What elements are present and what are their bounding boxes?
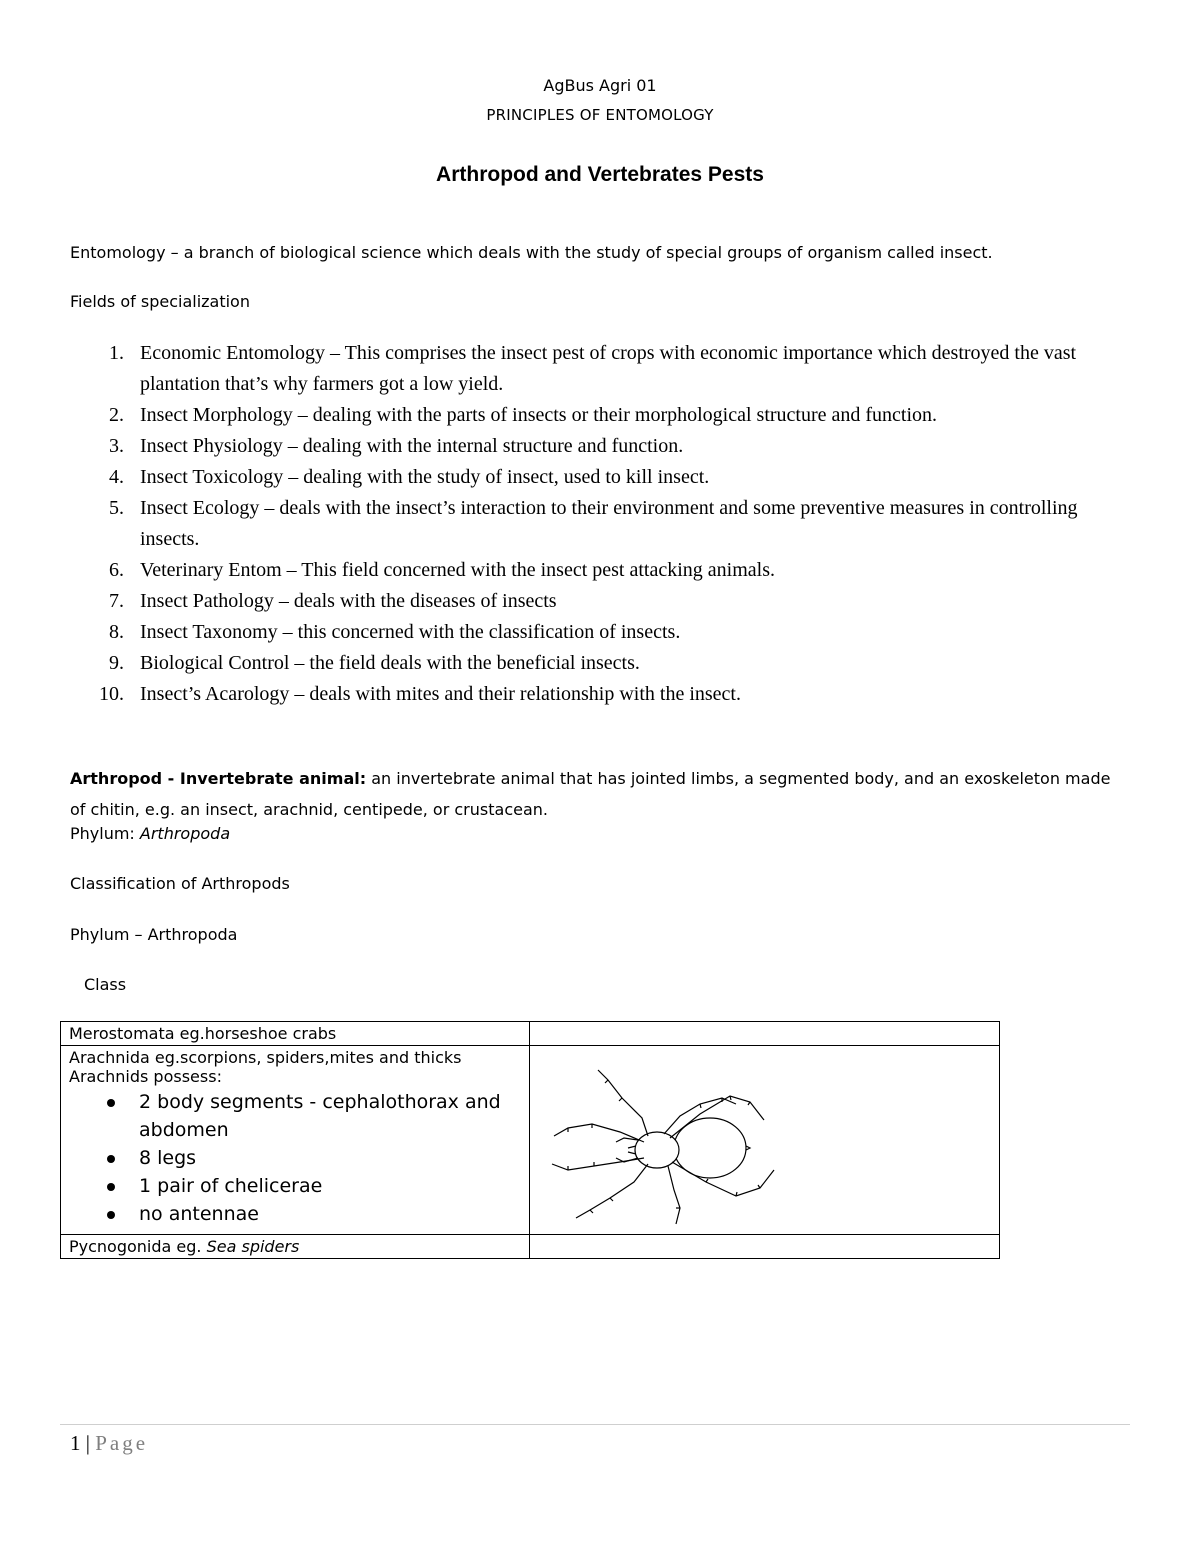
arthropod-text: an invertebrate animal that has jointed limbs, a segmented body, and an exoskeleton made of chitin, e.g. an insect, arachnid, centipede, or crustacean. [70,769,1111,819]
pycnogonida-cell [61,1235,530,1259]
phylum-line [70,824,230,843]
list-number: 6. [109,559,124,581]
pycnogonida-example: Sea spiders [206,1237,300,1256]
list-text: Insect’s Acarology – deals with mites and their relationship with the insect. [140,683,741,705]
empty-cell [530,1235,1000,1259]
list-item [70,586,1130,617]
phylum-value: Arthropoda [139,824,231,843]
phylum-label: Phylum: [70,824,140,843]
list-number: 7. [109,590,124,612]
list-text: Insect Taxonomy – this concerned with the classification of insects. [140,621,681,643]
list-text: Insect Pathology – deals with the diseases of insects [140,590,557,612]
list-number: 9. [109,652,124,674]
list-text: Insect Toxicology – dealing with the study of insect, used to kill insect. [140,466,710,488]
fields-heading: Fields of specialization [70,292,250,311]
list-item [70,679,1130,710]
footer-separator: | [80,1431,96,1455]
list-item: 8 legs [69,1144,521,1172]
pycnogonida-label: Pycnogonida eg. [69,1237,207,1256]
list-item [70,338,1130,400]
list-item: 1 pair of chelicerae [69,1172,521,1200]
table-row [61,1235,1000,1259]
empty-cell [530,1022,1000,1046]
entomology-definition: Entomology – a branch of biological science which deals with the study of special groups of organism called insect. [70,243,993,262]
list-item [70,462,1130,493]
list-item [70,555,1130,586]
list-number: 2. [109,404,124,426]
list-text: Economic Entomology – This comprises the insect pest of crops with economic importance which destroyed the vast plantation that’s why farmers got a low yield. [140,342,1077,395]
list-text: Insect Physiology – dealing with the internal structure and function. [140,435,684,457]
list-item [70,648,1130,679]
page-word: Page [95,1431,149,1455]
list-text: Insect Morphology – dealing with the parts of insects or their morphological structure and function. [140,404,938,426]
arachnida-cell [61,1046,530,1235]
spider-illustration-icon [550,1058,790,1228]
list-item [70,431,1130,462]
list-number: 1. [109,342,124,364]
list-number: 8. [109,621,124,643]
list-text: Insect Ecology – deals with the insect’s interaction to their environment and some preventive measures in controlling insects. [140,497,1078,550]
course-code: AgBus Agri 01 [543,76,657,95]
table-row [61,1022,1000,1046]
footer-divider [60,1424,1130,1425]
table-row [61,1046,1000,1235]
list-item [70,493,1130,555]
list-item [70,617,1130,648]
list-number: 5. [109,497,124,519]
classification-table [60,1021,1000,1259]
list-text: Veterinary Entom – This field concerned with the insect pest attacking animals. [140,559,775,581]
arthropod-definition [70,763,1130,825]
fields-list [70,338,1130,710]
class-label: Class [84,975,127,994]
arachnid-features-list [69,1088,521,1228]
page-footer [70,1431,148,1456]
subject-title: PRINCIPLES OF ENTOMOLOGY [486,106,714,124]
list-text: Biological Control – the field deals with the beneficial insects. [140,652,640,674]
list-item: no antennae [69,1200,521,1228]
phylum-arthropoda: Phylum – Arthropoda [70,925,238,944]
list-number: 10. [99,683,124,705]
classification-heading: Classification of Arthropods [70,874,290,893]
arachnida-subtitle: Arachnids possess: [69,1067,222,1086]
arthropod-term: Arthropod - Invertebrate animal: [70,769,367,788]
list-item [70,400,1130,431]
arachnida-title: Arachnida eg.scorpions, spiders,mites and thicks [69,1048,462,1067]
list-number: 3. [109,435,124,457]
list-item: 2 body segments - cephalothorax and abdomen [69,1088,521,1144]
merostomata-cell: Merostomata eg.horseshoe crabs [61,1022,530,1046]
page-number: 1 [70,1431,81,1455]
image-cell [530,1046,1000,1235]
list-number: 4. [109,466,124,488]
page-title: Arthropod and Vertebrates Pests [436,163,764,186]
